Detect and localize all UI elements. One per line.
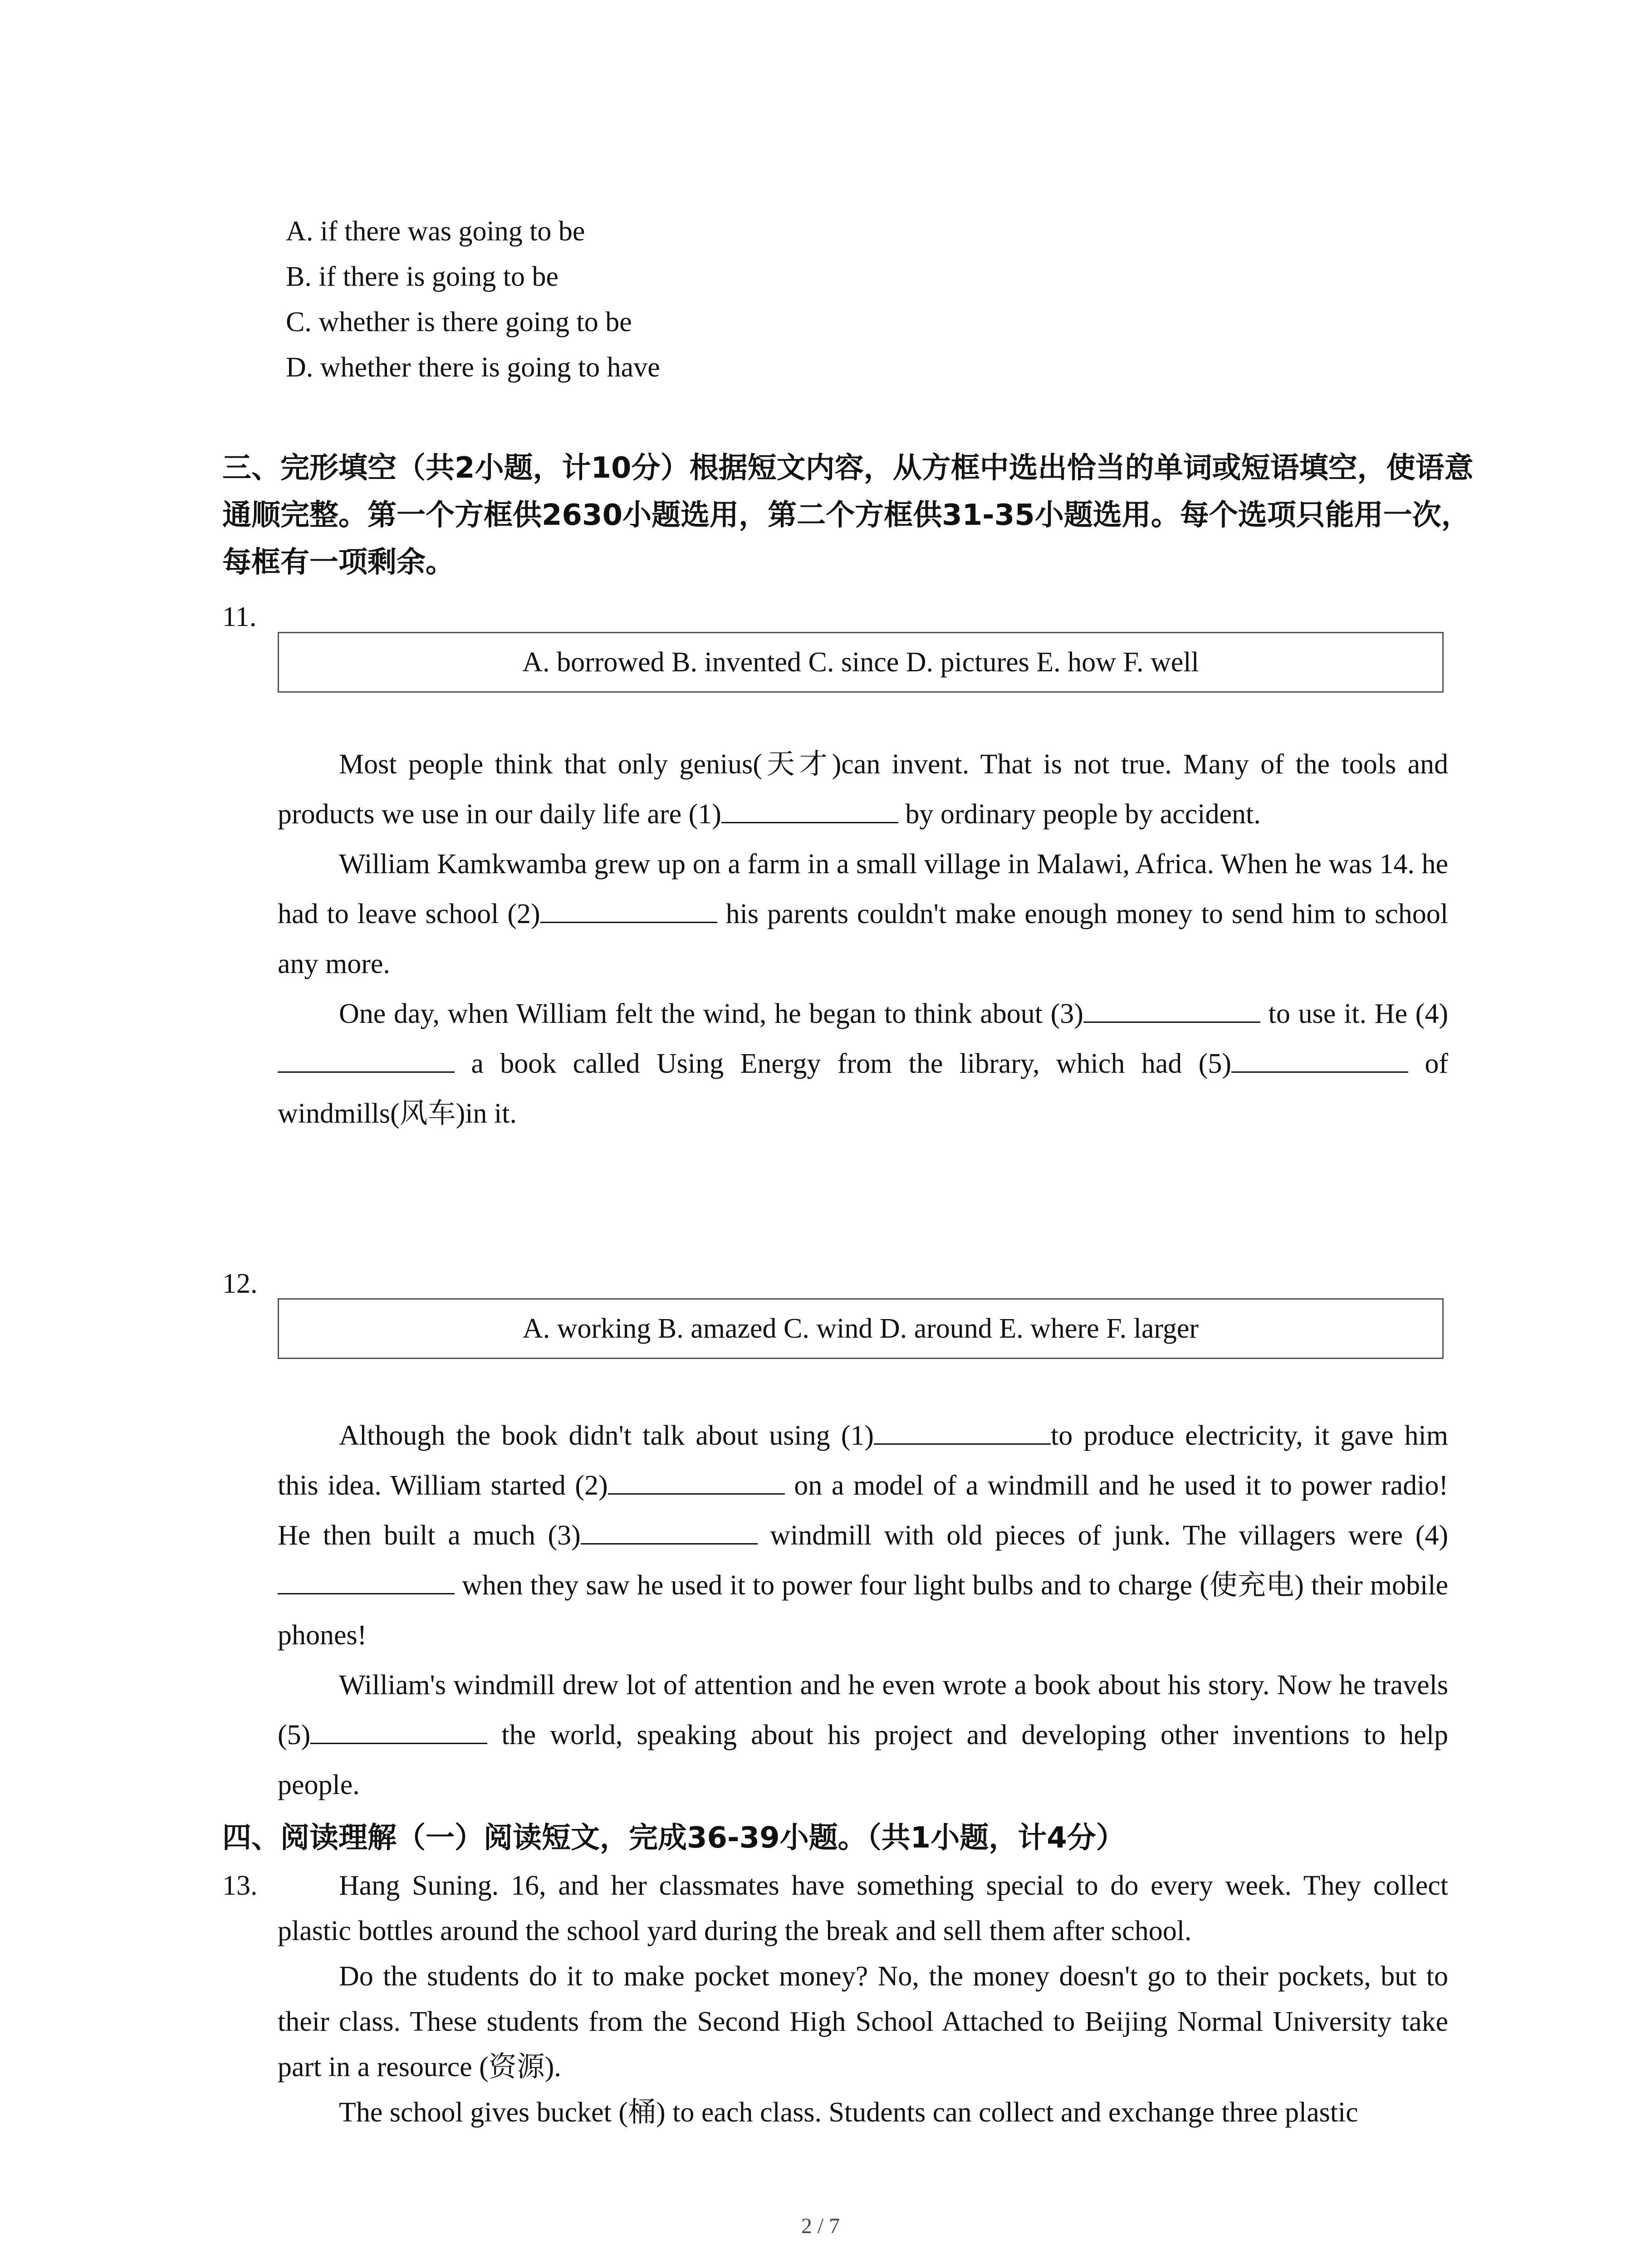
paragraph: One day, when William felt the wind, he began to think about (3) to use it. He (4) a book called Using Energy from the library, which had (5) of windmills(风车)in it. (278, 998, 1448, 1129)
answer-options (286, 209, 1284, 390)
blank-line (874, 1442, 1051, 1445)
passage-12 (278, 1411, 1448, 1810)
option-a: A. if there was going to be (286, 216, 585, 247)
blank-line (540, 921, 717, 923)
paragraph: Although the book didn't talk about using (1) to produce electricity, it gave him this idea. William started (2) on a model of a windmill and he used it to power radio! He then built a much (3) windmill with old pieces of junk. The villagers were (4) when they saw he used it to power four light bulbs and to charge (使充电) their mobile phones! (278, 1420, 1448, 1651)
option-b: B. if there is going to be (286, 261, 558, 292)
paragraph: Do the students do it to make pocket money? No, the money doesn't go to their pockets, but to their class. These students from the Second High School Attached to Beijing Normal University take part in a resource (资源). (278, 1961, 1448, 2082)
blank-line (278, 1592, 455, 1594)
option-c: C. whether is there going to be (286, 307, 632, 337)
blank-line (310, 1742, 487, 1744)
word-box-12: A. working B. amazed C. wind D. around E. where F. larger (278, 1298, 1444, 1359)
passage-13 (278, 1863, 1448, 2135)
paragraph: William Kamkwamba grew up on a farm in a small village in Malawi, Africa. When he was 14. he had to leave school (2) his parents couldn't make enough money to send him to school any more. (278, 849, 1448, 979)
paragraph: The school gives bucket (桶) to each class. Students can collect and exchange three plastic (339, 2097, 1358, 2128)
blank-line (608, 1492, 785, 1495)
section-heading-reading: 四、阅读理解（一）阅读短文，完成36-39小题。（共1小题，计4分） (222, 1821, 1125, 1855)
paragraph: Hang Suning. 16, and her classmates have something special to do every week. They collect plastic bottles around the school yard during the break and sell them after school. (278, 1870, 1448, 1946)
word-box-11: A. borrowed B. invented C. since D. pictures E. how F. well (278, 632, 1444, 693)
paragraph: William's windmill drew lot of attention and he even wrote a book about his story. Now he travels (5) the world, speaking about his project and developing other inventions to help people. (278, 1670, 1448, 1800)
section-heading-cloze: 三、完形填空（共2小题，计10分）根据短文内容，从方框中选出恰当的单词或短语填空，使语意通顺完整。第一个方框供2630小题选用，第二个方框供31-35小题选用。每个选项只能用一次，每框有一项剩余。 (222, 451, 1474, 579)
question-number-13: 13. (222, 1870, 258, 1901)
blank-line (721, 821, 898, 823)
paragraph: Most people think that only genius(天才)can invent. That is not true. Many of the tools and products we use in our daily life are (1) by ordinary people by accident. (278, 749, 1448, 830)
option-d: D. whether there is going to have (286, 352, 660, 383)
blank-line (1231, 1070, 1408, 1073)
page-number: 2 / 7 (801, 2214, 840, 2238)
question-number-11: 11. (222, 601, 257, 632)
blank-line (581, 1542, 758, 1545)
blank-line (278, 1070, 455, 1073)
passage-11 (278, 739, 1448, 1139)
blank-line (1083, 1021, 1260, 1023)
question-number-12: 12. (222, 1268, 258, 1299)
